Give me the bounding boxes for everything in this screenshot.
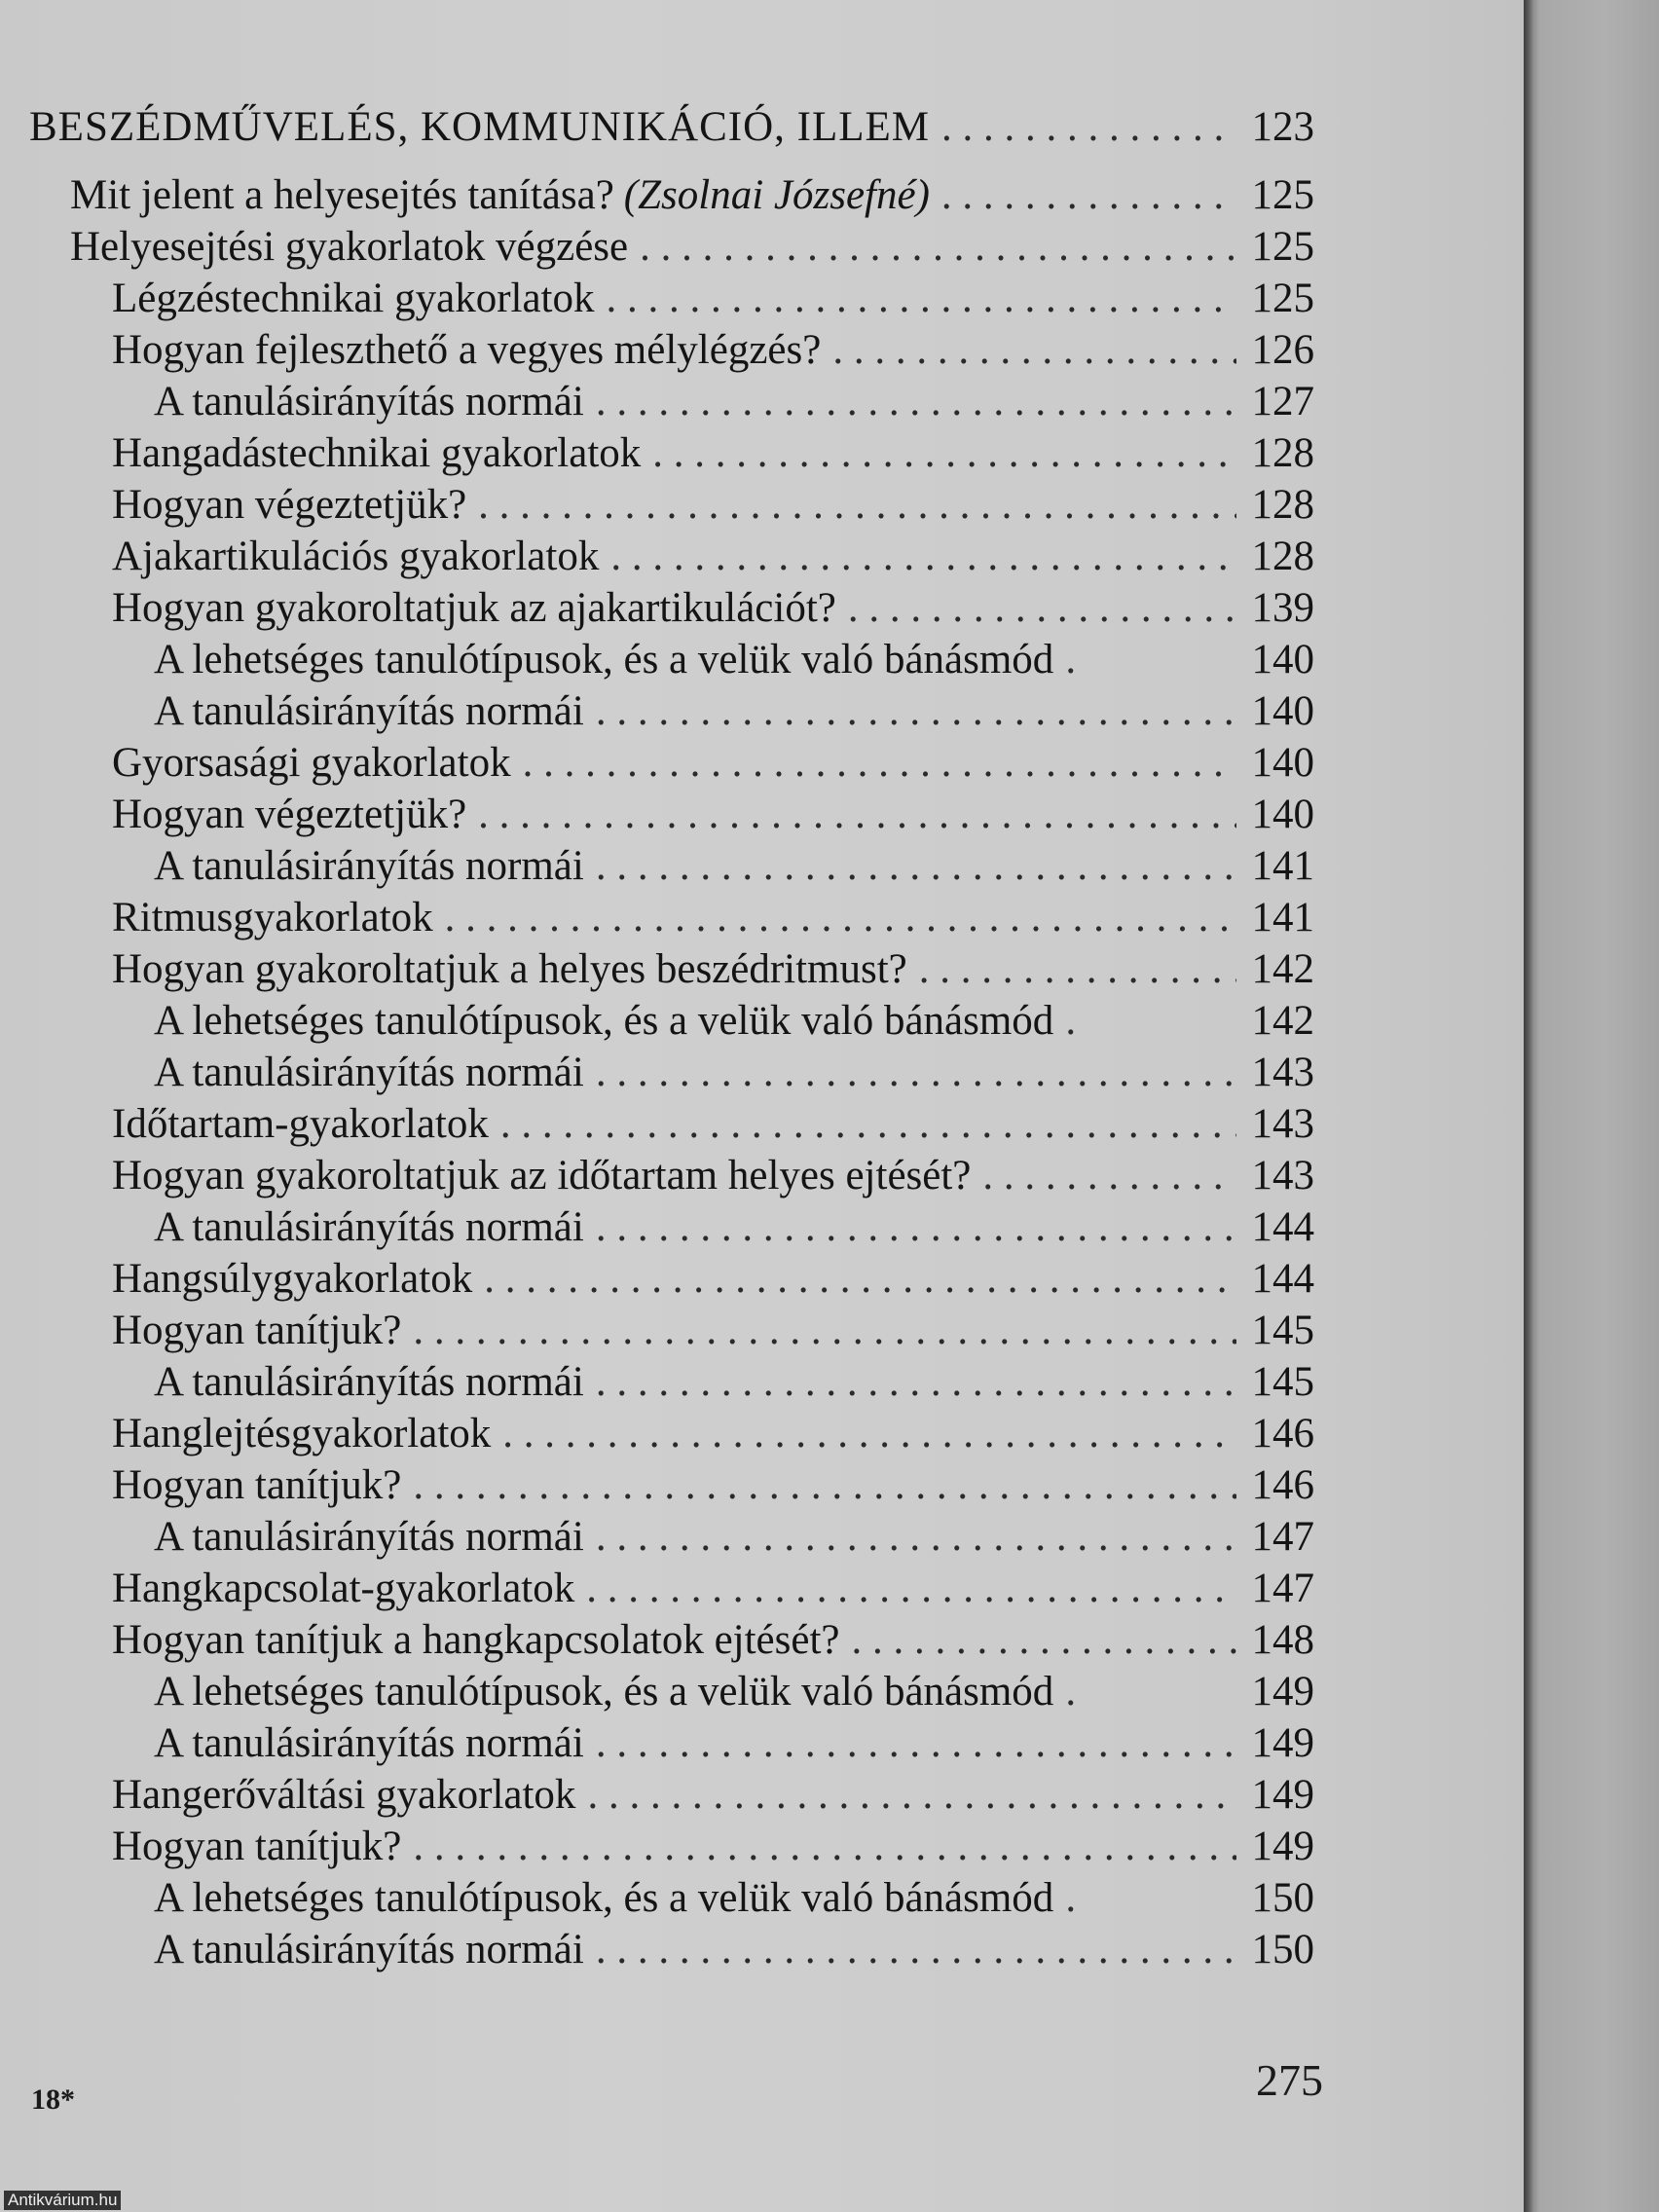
toc-entry-page: 145 xyxy=(1251,1359,1314,1405)
toc-entry xyxy=(29,1616,1314,1668)
adjacent-page-edge xyxy=(1524,0,1659,2212)
dot-leader xyxy=(1065,636,1236,683)
toc-entry-author: (Zsolnai Józsefné) xyxy=(623,172,930,218)
toc-entry-title: Hogyan tanítjuk a hangkapcsolatok ejtését? xyxy=(112,1617,840,1663)
dot-leader xyxy=(484,1255,1236,1303)
toc-entry xyxy=(29,1874,1314,1926)
toc-entry-title: Hogyan tanítjuk? xyxy=(112,1308,402,1353)
dot-leader xyxy=(596,1513,1236,1561)
toc-entry-page: 146 xyxy=(1251,1462,1314,1508)
signature-mark: 18* xyxy=(31,2083,75,2116)
dot-leader xyxy=(1065,1668,1236,1715)
dot-leader xyxy=(832,326,1236,374)
toc-entry-page: 127 xyxy=(1251,379,1314,424)
toc-entry xyxy=(29,945,1314,997)
dot-leader xyxy=(413,1461,1236,1509)
toc-entry-title: Hogyan gyakoroltatjuk az időtartam helyes ejtését? xyxy=(112,1153,972,1198)
toc-entry-page: 145 xyxy=(1251,1308,1314,1353)
dot-leader xyxy=(1065,1874,1236,1922)
toc-entry-page: 146 xyxy=(1251,1411,1314,1456)
toc-entry xyxy=(29,1203,1314,1255)
toc-section-heading xyxy=(29,103,1314,171)
dot-leader xyxy=(941,171,1236,219)
toc-entry-page: 141 xyxy=(1251,843,1314,889)
toc-entry-page: 128 xyxy=(1251,482,1314,528)
toc-entry xyxy=(29,481,1314,533)
toc-entry-title: Hangerőváltási gyakorlatok xyxy=(112,1772,576,1818)
toc-entry-page: 142 xyxy=(1251,946,1314,992)
toc-entry-page: 128 xyxy=(1251,430,1314,476)
toc-entry-title: A tanulásirányítás normái xyxy=(154,1720,584,1766)
toc-entry-title: Hogyan végeztetjük? xyxy=(112,792,467,837)
toc-entry-page: 139 xyxy=(1251,585,1314,631)
toc-entry-title: A tanulásirányítás normái xyxy=(154,1927,584,1972)
toc-entry-title: Gyorsasági gyakorlatok xyxy=(112,740,511,786)
toc-entry xyxy=(29,1719,1314,1771)
toc-entry-page: 140 xyxy=(1251,740,1314,786)
dot-leader xyxy=(523,739,1236,787)
toc-entry-title: A lehetséges tanulótípusok, és a velük való bánásmód xyxy=(154,998,1054,1044)
dot-leader xyxy=(413,1307,1236,1354)
toc-entry-title: Ritmusgyakorlatok xyxy=(112,895,433,940)
toc-section-title: BESZÉDMŰVELÉS, KOMMUNIKÁCIÓ, ILLEM xyxy=(29,104,931,150)
toc-entry xyxy=(29,894,1314,945)
toc-entry-title: Hangsúlygyakorlatok xyxy=(112,1256,473,1302)
toc-entry-page: 140 xyxy=(1251,792,1314,837)
page-number: 275 xyxy=(1256,2055,1323,2105)
dot-leader xyxy=(500,1100,1236,1148)
toc-entry-page: 149 xyxy=(1251,1720,1314,1766)
toc-entry xyxy=(29,997,1314,1049)
toc-entry-title: A lehetséges tanulótípusok, és a velük való bánásmód xyxy=(154,1875,1054,1921)
dot-leader xyxy=(596,1203,1236,1251)
toc-entry-page: 149 xyxy=(1251,1824,1314,1869)
toc-entry-page: 150 xyxy=(1251,1875,1314,1921)
toc-entry-title: A tanulásirányítás normái xyxy=(154,843,584,889)
toc-entry-title: Helyesejtési gyakorlatok végzése xyxy=(70,224,629,270)
dot-leader xyxy=(919,945,1236,993)
toc-entry-page: 140 xyxy=(1251,637,1314,682)
toc-entry-page: 140 xyxy=(1251,688,1314,734)
toc-entry-title: A tanulásirányítás normái xyxy=(154,1514,584,1560)
toc-entry-page: 143 xyxy=(1251,1101,1314,1147)
toc-entry-title: Hangkapcsolat-gyakorlatok xyxy=(112,1566,575,1611)
toc-entry xyxy=(29,687,1314,739)
toc-entry-title: Ajakartikulációs gyakorlatok xyxy=(112,534,600,579)
toc-entry xyxy=(29,1255,1314,1307)
toc-entry-title: Mit jelent a helyesejtés tanítása? xyxy=(70,172,614,218)
toc-entry xyxy=(29,1823,1314,1874)
toc-entry-title: A tanulásirányítás normái xyxy=(154,379,584,424)
toc-entry xyxy=(29,1410,1314,1461)
toc-entry-page: 125 xyxy=(1251,172,1314,218)
toc-section-page: 123 xyxy=(1251,104,1314,150)
toc-entry xyxy=(29,1152,1314,1203)
dot-leader xyxy=(478,791,1236,838)
toc-entry-title: A tanulásirányítás normái xyxy=(154,1050,584,1095)
toc-entry-page: 128 xyxy=(1251,534,1314,579)
toc-entry-page: 143 xyxy=(1251,1050,1314,1095)
toc-entry xyxy=(29,275,1314,326)
toc-entry-title: Hogyan gyakoroltatjuk a helyes beszédritmust? xyxy=(112,946,907,992)
dot-leader xyxy=(596,842,1236,890)
toc-entry xyxy=(29,636,1314,687)
dot-leader xyxy=(596,1049,1236,1096)
toc-entry-page: 126 xyxy=(1251,327,1314,373)
dot-leader xyxy=(587,1771,1236,1819)
toc-entry xyxy=(29,1100,1314,1152)
toc-entry xyxy=(29,171,1314,223)
toc-entry xyxy=(29,326,1314,378)
dot-leader xyxy=(478,481,1236,529)
toc-entry-title: Időtartam-gyakorlatok xyxy=(112,1101,489,1147)
toc-entry xyxy=(29,584,1314,636)
toc-entry-page: 144 xyxy=(1251,1204,1314,1250)
toc-entry xyxy=(29,1358,1314,1410)
dot-leader xyxy=(586,1565,1236,1612)
table-of-contents xyxy=(29,103,1314,1977)
toc-entry-title: Légzéstechnikai gyakorlatok xyxy=(112,276,595,321)
toc-entry-page: 147 xyxy=(1251,1566,1314,1611)
dot-leader xyxy=(848,584,1236,632)
toc-entry-title: Hogyan tanítjuk? xyxy=(112,1824,402,1869)
toc-entry xyxy=(29,1049,1314,1100)
toc-entry-title: A tanulásirányítás normái xyxy=(154,1204,584,1250)
dot-leader xyxy=(851,1616,1236,1664)
toc-entry xyxy=(29,1307,1314,1358)
toc-entry-page: 125 xyxy=(1251,276,1314,321)
dot-leader xyxy=(596,1719,1236,1767)
toc-entry xyxy=(29,791,1314,842)
watermark: Antikvárium.hu xyxy=(4,2191,121,2210)
dot-leader xyxy=(982,1152,1236,1199)
toc-entry-page: 142 xyxy=(1251,998,1314,1044)
toc-entry-title: Hangadástechnikai gyakorlatok xyxy=(112,430,642,476)
dot-leader xyxy=(596,378,1236,425)
dot-leader xyxy=(413,1823,1236,1870)
toc-entry-page: 144 xyxy=(1251,1256,1314,1302)
toc-entry-title: Hogyan tanítjuk? xyxy=(112,1462,402,1508)
dot-leader xyxy=(652,429,1236,477)
dot-leader xyxy=(1065,997,1236,1045)
toc-entry xyxy=(29,378,1314,429)
toc-entry xyxy=(29,533,1314,584)
toc-entry-page: 143 xyxy=(1251,1153,1314,1198)
toc-entry-title: Hogyan végeztetjük? xyxy=(112,482,467,528)
dot-leader xyxy=(596,687,1236,735)
toc-entry-title: A lehetséges tanulótípusok, és a velük való bánásmód xyxy=(154,1669,1054,1714)
dot-leader xyxy=(596,1358,1236,1406)
toc-entry-page: 149 xyxy=(1251,1772,1314,1818)
dot-leader xyxy=(640,223,1236,271)
dot-leader xyxy=(610,533,1236,580)
toc-entry xyxy=(29,1668,1314,1719)
dot-leader xyxy=(607,275,1237,322)
toc-entry-page: 150 xyxy=(1251,1927,1314,1972)
toc-entry-title: Hogyan fejleszthető a vegyes mélylégzés? xyxy=(112,327,822,373)
dot-leader xyxy=(502,1410,1236,1457)
dot-leader xyxy=(596,1926,1236,1973)
toc-entry-title: Hanglejtésgyakorlatok xyxy=(112,1411,492,1456)
toc-entry-title: Hogyan gyakoroltatjuk az ajakartikulációt? xyxy=(112,585,836,631)
toc-entry-page: 141 xyxy=(1251,895,1314,940)
toc-entry-page: 125 xyxy=(1251,224,1314,270)
toc-entry-page: 149 xyxy=(1251,1669,1314,1714)
toc-entry xyxy=(29,1461,1314,1513)
toc-entry-title: A tanulásirányítás normái xyxy=(154,688,584,734)
toc-entry xyxy=(29,1926,1314,1977)
toc-entry-page: 148 xyxy=(1251,1617,1314,1663)
dot-leader xyxy=(445,894,1236,941)
toc-entry xyxy=(29,739,1314,791)
toc-entry xyxy=(29,223,1314,275)
toc-entry xyxy=(29,842,1314,894)
toc-entry xyxy=(29,1771,1314,1823)
toc-entry xyxy=(29,429,1314,481)
toc-entry xyxy=(29,1565,1314,1616)
toc-entry xyxy=(29,1513,1314,1565)
toc-entry-title: A lehetséges tanulótípusok, és a velük való bánásmód xyxy=(154,637,1054,682)
toc-entry-page: 147 xyxy=(1251,1514,1314,1560)
dot-leader xyxy=(941,103,1236,151)
toc-entry-title: A tanulásirányítás normái xyxy=(154,1359,584,1405)
